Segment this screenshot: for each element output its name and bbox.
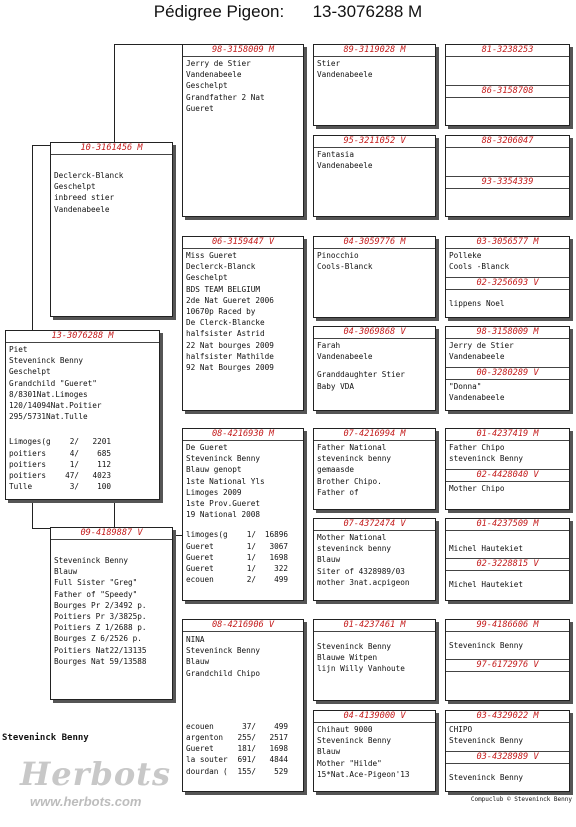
mmf-ring: 01-4237461 M: [314, 620, 435, 632]
gen4-ring-dam: 02-3256693 V: [446, 277, 569, 290]
gen4-text-dam: Mother Chipo: [449, 484, 505, 493]
subject-results: [6, 436, 159, 492]
mother-ring: 09-4189887 V: [51, 528, 172, 540]
fmm-ring: 04-3069868 V: [314, 327, 435, 339]
gen4-text-sire: Father Chipo steveninck Benny: [449, 443, 524, 464]
gen4-ring-sire: 81-3238253: [446, 45, 569, 57]
subject-ring: 13-3076288 M: [6, 331, 159, 343]
subject-card[interactable]: [5, 330, 160, 500]
mmf-card[interactable]: [313, 619, 436, 701]
ffm-card[interactable]: [313, 135, 436, 217]
gen4-text-dam: [446, 672, 569, 673]
gen4-ring-dam: 02-4428040 V: [446, 469, 569, 482]
mm-ring: 08-4216906 V: [183, 620, 303, 632]
result-row: Gueret 181/ 1698: [186, 744, 288, 754]
gen4-ring-dam: 97-6172976 V: [446, 659, 569, 672]
gen4-pair-1[interactable]: [445, 44, 570, 126]
result-row: Limoges(g 2/ 2201: [9, 437, 111, 447]
mf-results: [183, 529, 303, 585]
connector: [32, 145, 50, 146]
mfm-text: Mother National steveninck benny Blauw Siter of 4328989/03 mother 3nat.acpigeon: [317, 533, 410, 587]
subject-text: Piet Steveninck Benny Geschelpt Grandchild "Gueret" 8/8301Nat.Limoges 120/14094Nat.Poitier 295/5731Nat.Tulle: [9, 345, 102, 422]
ffm-text: Fantasia Vandenabeele: [317, 150, 373, 171]
mfm-card[interactable]: [313, 518, 436, 601]
mff-text: Father National steveninck benny gemaasde Brother Chipo. Father of: [317, 443, 392, 497]
result-row: limoges(g 1/ 16896: [186, 530, 288, 540]
gen4-ring-sire: 01-4237419 M: [446, 429, 569, 441]
connector: [32, 500, 33, 528]
gen4-pair-5[interactable]: [445, 428, 570, 510]
fmm-text-2: Granddaughter Stier Baby VDA: [317, 370, 405, 391]
gen4-text-sire: Jerry de Stier Vandenabeele: [449, 341, 514, 362]
gen4-pair-7[interactable]: [445, 619, 570, 701]
fm-text: Miss Gueret Declerck-Blanck Geschelpt BDS TEAM BELGIUM 2de Nat Gueret 2006 10670p Raced by De Clerck-Blancke halfsister Astrid 22 Nat bourges 2009 halfsister Mathilde 92 Nat Bourges 2009: [186, 251, 274, 373]
gen4-ring-dam: 03-4328989 V: [446, 751, 569, 764]
fff-ring: 89-3119028 M: [314, 45, 435, 57]
gen4-text-sire: CHIPO Steveninck Benny: [449, 725, 524, 746]
breeder-name: Steveninck Benny: [2, 733, 89, 743]
page-title: [0, 2, 576, 22]
result-row: la souter 691/ 4844: [186, 755, 288, 765]
gen4-text-dam: [446, 189, 569, 190]
gen4-ring-dam: 02-3228815 V: [446, 558, 569, 571]
result-row: Tulle 3/ 100: [9, 482, 111, 492]
gen4-text-dam: "Donna" Vandenabeele: [449, 382, 505, 403]
mm-text: NINA Steveninck Benny Blauw Grandchild Chipo: [186, 635, 261, 678]
website-link[interactable]: www.herbots.com: [30, 794, 142, 809]
gen4-text-dam: lippens Noel: [449, 299, 505, 308]
result-row: ecouen 2/ 499: [186, 575, 288, 585]
result-row: poitiers 1/ 112: [9, 459, 111, 469]
result-row: Gueret 1/ 1698: [186, 552, 288, 562]
fm-ring: 06-3159447 V: [183, 237, 303, 249]
mmm-ring: 04-4139000 V: [314, 711, 435, 723]
gen4-pair-8[interactable]: [445, 710, 570, 792]
mf-card[interactable]: [182, 428, 304, 601]
result-row: poitiers 47/ 4023: [9, 471, 111, 481]
gen4-ring-dam: 86-3158708: [446, 85, 569, 98]
father-ring: 10-3161456 M: [51, 143, 172, 155]
gen4-text-sire: Steveninck Benny: [449, 641, 524, 650]
title-label: Pédigree Pigeon:: [153, 2, 285, 21]
mff-card[interactable]: [313, 428, 436, 510]
fmf-text: Pinocchio Cools-Blanck: [317, 251, 373, 272]
mm-results: [183, 721, 303, 777]
fff-text: Stier Vandenabeele: [317, 59, 373, 80]
gen4-ring-sire: 99-4186606 M: [446, 620, 569, 632]
gen4-text-dam: Michel Hautekiet: [449, 580, 524, 589]
gen4-text-dam: Steveninck Benny: [449, 773, 524, 782]
gen4-text-sire: Polleke Cools -Blanck: [449, 251, 510, 272]
result-row: Gueret 1/ 3067: [186, 541, 288, 551]
father-card[interactable]: [50, 142, 173, 317]
gen4-ring-sire: 01-4237509 M: [446, 519, 569, 531]
gen4-pair-2[interactable]: [445, 135, 570, 217]
footer-credit: Compuclub © Steveninck Benny: [470, 796, 572, 803]
mf-text: De Gueret Steveninck Benny Blauw genopt 1ste National Yls Limoges 2009 1ste Prov.Gueret 19 National 2008: [186, 443, 265, 520]
gen4-ring-sire: 98-3158009 M: [446, 327, 569, 339]
gen4-text-sire: Michel Hautekiet: [449, 544, 524, 553]
title-ring: 13-3076288 M: [312, 2, 423, 21]
gen4-pair-3[interactable]: [445, 236, 570, 318]
connector: [114, 44, 115, 143]
mff-ring: 07-4216994 M: [314, 429, 435, 441]
gen4-ring-dam: 00-3280289 V: [446, 367, 569, 380]
gen4-text-sire: [446, 57, 569, 85]
ff-text: Jerry de Stier Vandenabeele Geschelpt Grandfather 2 Nat Gueret: [186, 59, 265, 113]
ffm-ring: 95-3211052 V: [314, 136, 435, 148]
result-row: ecouen 37/ 499: [186, 721, 288, 731]
mother-card[interactable]: [50, 527, 173, 700]
gen4-pair-4[interactable]: [445, 326, 570, 411]
result-row: dourdan ( 155/ 529: [186, 766, 288, 776]
mmm-text: Chihaut 9000 Steveninck Benny Blauw Mother "Hilde" 15*Nat.Ace-Pigeon'13: [317, 725, 410, 779]
herbots-logo: Herbots: [20, 755, 171, 793]
connector: [32, 145, 33, 330]
fmf-card[interactable]: [313, 236, 436, 318]
result-row: poitiers 4/ 685: [9, 448, 111, 458]
father-text: Declerck-Blanck Geschelpt inbreed stier Vandenabeele: [54, 171, 124, 214]
gen4-text-dam: [446, 98, 569, 99]
mmf-text: Steveninck Benny Blauwe Witpen lijn Willy Vanhoute: [317, 642, 405, 674]
gen4-ring-sire: 88-3206047: [446, 136, 569, 148]
fmm-text: Farah Vandenabeele: [317, 341, 373, 362]
mf-ring: 08-4216930 M: [183, 429, 303, 441]
gen4-ring-dam: 93-3354339: [446, 176, 569, 189]
mfm-ring: 07-4372474 V: [314, 519, 435, 531]
mother-text: Steveninck Benny Blauw Full Sister "Greg" Father of "Speedy" Bourges Pr 2/3492 p. Poitiers Pr 3/3825p. Poitiers Z 1/2688 p. Bourges Z 6/2526 p. Poitiers Nat22/13135 Bourges Nat 59/13588: [54, 556, 147, 666]
fm-card[interactable]: [182, 236, 304, 411]
gen4-text-sire: [446, 148, 569, 176]
gen4-pair-6[interactable]: [445, 518, 570, 601]
mmm-card[interactable]: [313, 710, 436, 792]
ff-ring: 98-3158009 M: [183, 45, 303, 57]
connector: [114, 44, 182, 45]
mm-card[interactable]: [182, 619, 304, 792]
fff-card[interactable]: [313, 44, 436, 126]
result-row: Gueret 1/ 322: [186, 564, 288, 574]
fmm-card[interactable]: [313, 326, 436, 411]
result-row: argenton 255/ 2517: [186, 733, 288, 743]
ff-card[interactable]: [182, 44, 304, 217]
connector: [32, 528, 50, 529]
fmf-ring: 04-3059776 M: [314, 237, 435, 249]
gen4-ring-sire: 03-3056577 M: [446, 237, 569, 249]
gen4-ring-sire: 03-4329022 M: [446, 711, 569, 723]
